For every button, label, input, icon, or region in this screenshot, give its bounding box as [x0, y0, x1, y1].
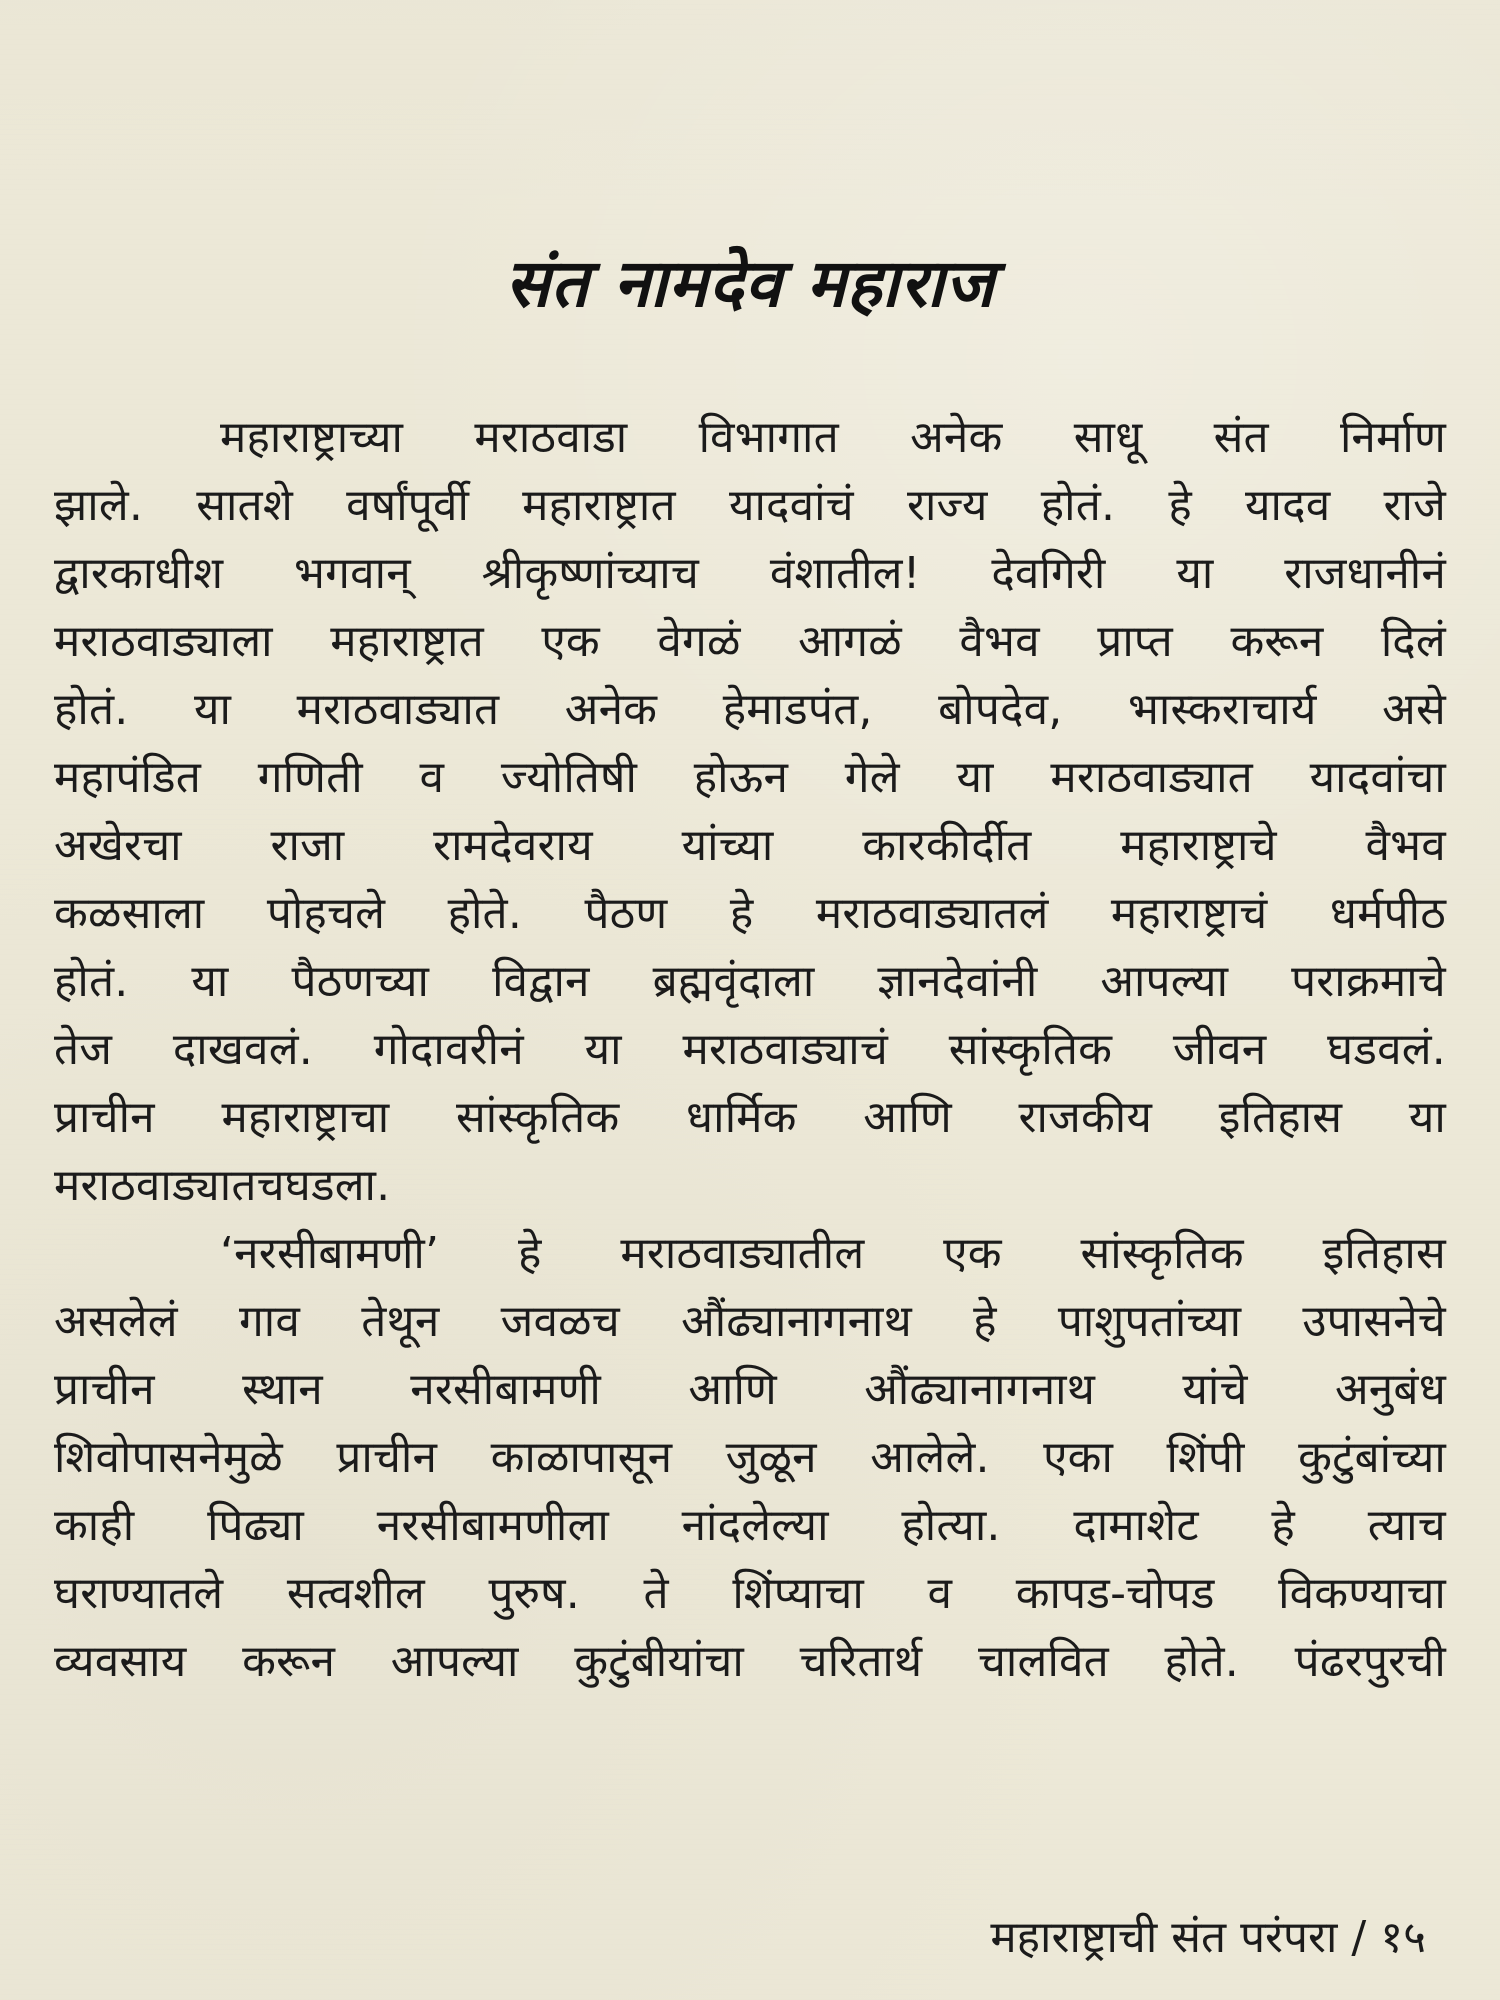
text-line — [54, 608, 1446, 676]
text-word: स्थान — [242, 1364, 323, 1415]
text-word: मराठवाड्याला — [54, 616, 273, 667]
page-title: संत नामदेव महाराज — [505, 244, 995, 322]
text-word: कापड-चोपड — [1015, 1568, 1215, 1619]
text-word: भगवान् — [294, 548, 411, 599]
text-word: चरितार्थ — [799, 1636, 923, 1687]
text-line — [54, 948, 1446, 1016]
text-word: सांस्कृतिक — [1080, 1228, 1244, 1279]
text-word: प्राप्त — [1097, 616, 1173, 667]
text-word: शिंप्याचा — [732, 1568, 864, 1619]
text-word: निर्माण — [1340, 412, 1446, 463]
text-word: या — [1408, 1092, 1446, 1143]
text-word: शिवोपासनेमुळे — [54, 1432, 283, 1483]
text-word: होतं. — [54, 956, 129, 1007]
text-word: मराठवाड्यात — [296, 684, 500, 735]
text-line — [54, 744, 1446, 812]
text-word: बोपदेव, — [938, 684, 1063, 735]
text-word: महाराष्ट्राचं — [1110, 888, 1268, 939]
text-word: महाराष्ट्राचे — [1120, 820, 1277, 871]
text-line — [54, 1356, 1446, 1424]
text-word: इतिहास — [1322, 1228, 1446, 1279]
text-word: मराठवाड्यातलं — [815, 888, 1049, 939]
text-line — [54, 1560, 1446, 1628]
text-word: रामदेवराय — [433, 820, 593, 871]
text-word: सत्वशील — [286, 1568, 425, 1619]
text-word: काही — [54, 1500, 135, 1551]
text-line — [54, 404, 1446, 472]
text-line — [54, 676, 1446, 744]
text-word: राजे — [1383, 480, 1446, 531]
text-word: एक — [943, 1228, 1002, 1279]
text-word: व — [927, 1568, 953, 1619]
text-word: पैठण — [584, 888, 668, 939]
text-line — [54, 472, 1446, 540]
text-word: वैभव — [1365, 820, 1446, 871]
text-word: जीवन — [1172, 1024, 1267, 1075]
text-word: धर्मपीठ — [1329, 888, 1446, 939]
text-line — [54, 812, 1446, 880]
text-word: राजकीय — [1018, 1092, 1153, 1143]
text-word: वर्षांपूर्वी — [346, 480, 470, 531]
text-word: नरसीबामणी — [410, 1364, 601, 1415]
text-word: दाखवलं. — [172, 1024, 313, 1075]
text-word: हे — [1168, 480, 1192, 531]
text-word: कुटुंबांच्या — [1298, 1432, 1446, 1483]
text-word: या — [956, 752, 994, 803]
text-word: गाव — [239, 1296, 301, 1347]
text-word: होऊन — [693, 752, 789, 803]
text-word: अनुबंध — [1334, 1364, 1446, 1415]
text-word: या — [584, 1024, 622, 1075]
text-word: शिंपी — [1166, 1432, 1245, 1483]
text-line — [54, 1016, 1446, 1084]
text-line — [54, 1424, 1446, 1492]
text-word: घराण्यातले — [54, 1568, 224, 1619]
text-word: आणि — [688, 1364, 777, 1415]
text-word: दिलं — [1380, 616, 1446, 667]
text-word: यादव — [1245, 480, 1331, 531]
text-word: नांदलेल्या — [681, 1500, 829, 1551]
text-word: अखेरचा — [54, 820, 182, 871]
text-word: प्राचीन — [54, 1364, 155, 1415]
text-word: होतं. — [1040, 480, 1116, 531]
text-word: गणिती — [257, 752, 363, 803]
text-word: हे — [729, 888, 754, 939]
text-word: जवळच — [500, 1296, 620, 1347]
text-word: हे — [1271, 1500, 1295, 1551]
text-line — [54, 1220, 1446, 1288]
text-word: देवगिरी — [991, 548, 1106, 599]
text-word: घडला. — [284, 1160, 391, 1211]
text-word: उपासनेचे — [1302, 1296, 1446, 1347]
text-word: पिढ्या — [207, 1500, 304, 1551]
text-word: करून — [1230, 616, 1324, 667]
text-line — [54, 1288, 1446, 1356]
text-word: वंशातील! — [769, 548, 921, 599]
text-line — [54, 540, 1446, 608]
text-word: या — [191, 956, 229, 1007]
text-word: आगळं — [798, 616, 902, 667]
text-word: होते. — [1164, 1636, 1239, 1687]
text-word: यादवांचं — [728, 480, 854, 531]
text-word: होतं. — [54, 684, 129, 735]
text-word: महाराष्ट्रात — [522, 480, 676, 531]
text-word: संत — [1213, 412, 1269, 463]
text-word: तेज — [54, 1024, 113, 1075]
text-word: विभागात — [698, 412, 839, 463]
text-line — [54, 1084, 1446, 1152]
text-word: विकण्याचा — [1278, 1568, 1446, 1619]
text-word: पोहचले — [266, 888, 386, 939]
text-word: सातशे — [196, 480, 293, 531]
text-word: करून — [242, 1636, 336, 1687]
text-word: अनेक — [910, 412, 1003, 463]
text-word: मराठवाड्यात — [1050, 752, 1253, 803]
text-word: चालवित — [977, 1636, 1109, 1687]
text-word: हेमाडपंत, — [722, 684, 873, 735]
text-word: गेले — [844, 752, 900, 803]
text-word: कळसाला — [54, 888, 205, 939]
text-word: राजधानीनं — [1284, 548, 1446, 599]
text-line — [54, 880, 1446, 948]
text-word: मराठवाड्यातच — [54, 1160, 285, 1211]
text-word: पैठणच्या — [291, 956, 430, 1007]
text-word: यांच्या — [681, 820, 774, 871]
text-word: असे — [1382, 684, 1446, 735]
text-word: होते. — [447, 888, 523, 939]
text-word: औंढ्यानागनाथ — [864, 1364, 1096, 1415]
text-word: दामाशेट — [1073, 1500, 1199, 1551]
text-word: ज्योतिषी — [500, 752, 638, 803]
text-word: मराठवाडा — [474, 412, 628, 463]
body-text — [54, 404, 1446, 1696]
text-word: या — [193, 684, 232, 735]
text-word: सांस्कृतिक — [948, 1024, 1113, 1075]
text-word: महापंडित — [54, 752, 202, 803]
text-word: सांस्कृतिक — [456, 1092, 620, 1143]
page-footer: महाराष्ट्राची संत परंपरा / १५ — [990, 1912, 1426, 1963]
text-word: पाशुपतांच्या — [1057, 1296, 1242, 1347]
text-word: राज्य — [906, 480, 988, 531]
text-word: त्याच — [1367, 1500, 1446, 1551]
text-word: महाराष्ट्राचा — [221, 1092, 390, 1143]
text-word: काळापासून — [490, 1432, 673, 1483]
text-word: आणि — [863, 1092, 952, 1143]
text-word: प्राचीन — [54, 1092, 155, 1143]
text-word: जुळून — [725, 1432, 817, 1483]
text-word: व — [419, 752, 445, 803]
text-word: ज्ञानदेवांनी — [877, 956, 1038, 1007]
text-word: धार्मिक — [686, 1092, 797, 1143]
text-word: असलेलं — [54, 1296, 178, 1347]
text-word: झाले. — [54, 480, 144, 531]
text-word: हे — [517, 1228, 542, 1279]
text-word: द्वारकाधीश — [54, 548, 224, 599]
text-line — [54, 1492, 1446, 1560]
text-word: कुटुंबीयांचा — [574, 1636, 744, 1687]
text-word: आपल्या — [1100, 956, 1229, 1007]
text-word: आलेले. — [870, 1432, 990, 1483]
text-line — [54, 1152, 1446, 1220]
text-word: वेगळं — [657, 616, 741, 667]
text-word: पंढरपुरची — [1294, 1636, 1446, 1687]
text-word: वैभव — [959, 616, 1040, 667]
text-word: गोदावरीनं — [373, 1024, 524, 1075]
text-word: घडवलं. — [1327, 1024, 1446, 1075]
text-word: राजा — [270, 820, 345, 871]
text-word: यादवांचा — [1309, 752, 1446, 803]
text-word: आपल्या — [390, 1636, 519, 1687]
text-word: श्रीकृष्णांच्याच — [481, 548, 700, 599]
text-word: एका — [1043, 1432, 1114, 1483]
text-word: इतिहास — [1218, 1092, 1343, 1143]
text-word: ‘नरसीबामणी’ — [220, 1228, 440, 1279]
text-word: अनेक — [564, 684, 658, 735]
text-word: व्यवसाय — [54, 1636, 187, 1687]
text-word: या — [1176, 548, 1214, 599]
text-word: एक — [541, 616, 600, 667]
text-word: नरसीबामणीला — [376, 1500, 609, 1551]
text-word: ते — [643, 1568, 669, 1619]
text-word: औंढ्यानागनाथ — [681, 1296, 912, 1347]
text-word: तेथून — [361, 1296, 440, 1347]
text-word: मराठवाड्याचं — [682, 1024, 889, 1075]
text-word: महाराष्ट्राच्या — [220, 412, 404, 463]
text-word: होत्या. — [901, 1500, 1001, 1551]
text-line — [54, 1628, 1446, 1696]
text-word: महाराष्ट्रात — [330, 616, 484, 667]
text-word: पराक्रमाचे — [1291, 956, 1446, 1007]
text-word: यांचे — [1182, 1364, 1248, 1415]
text-word: भास्कराचार्य — [1127, 684, 1317, 735]
text-word: विद्वान — [492, 956, 590, 1007]
text-word: साधू — [1073, 412, 1143, 463]
text-word: ब्रह्मवृंदाला — [652, 956, 815, 1007]
text-word: हे — [973, 1296, 997, 1347]
text-word: मराठवाड्यातील — [620, 1228, 865, 1279]
text-word: पुरुष. — [488, 1568, 580, 1619]
text-word: कारकीर्दीत — [862, 820, 1032, 871]
text-word: प्राचीन — [336, 1432, 438, 1483]
